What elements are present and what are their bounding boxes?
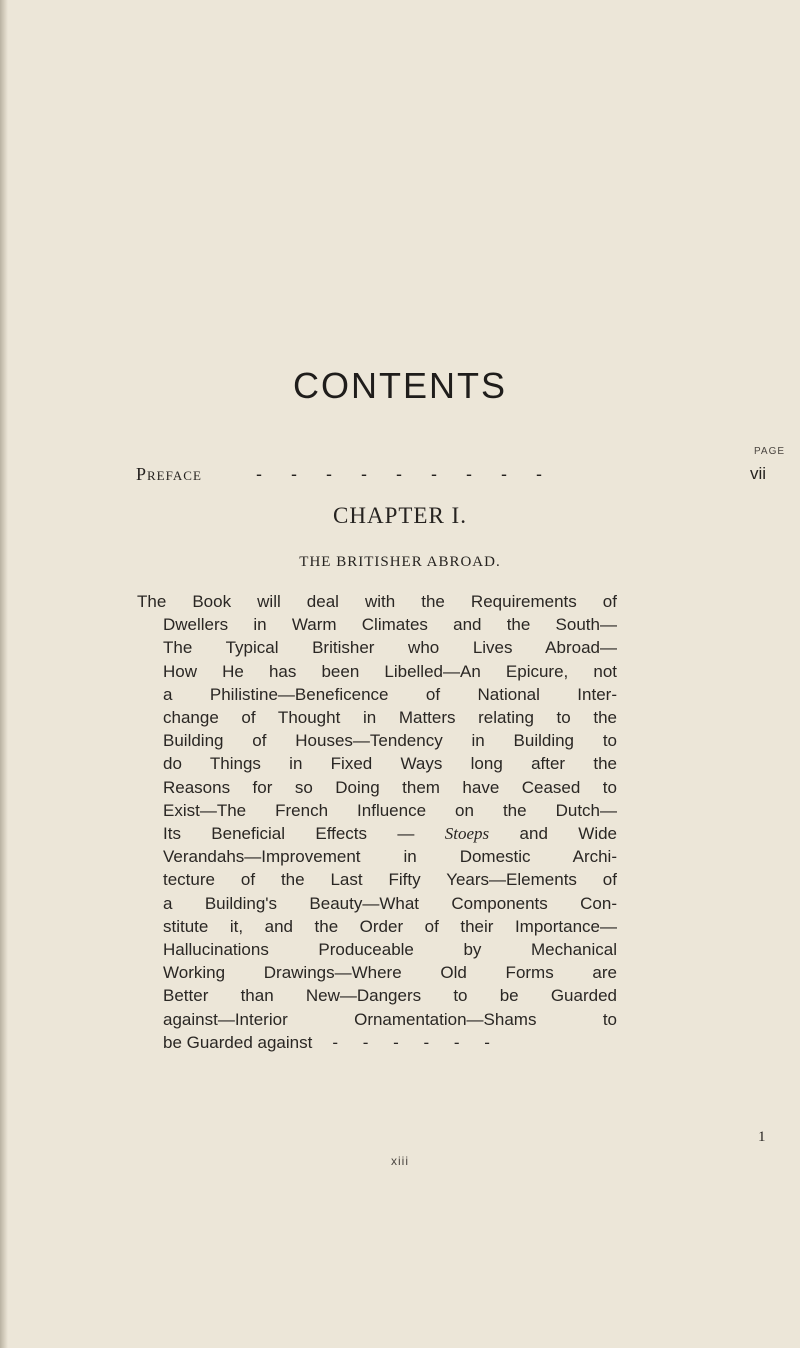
folio-number: xiii [391,1154,409,1168]
synopsis-line: Hallucinations Produceable by Mechanical [163,940,617,960]
synopsis-line: Dwellers in Warm Climates and the South— [163,615,617,635]
synopsis-line-with-italic [137,822,617,845]
page-column-label: PAGE [754,446,786,457]
synopsis-line: Building of Houses—Tendency in Building to [163,731,617,751]
page-title: CONTENTS [293,365,507,406]
synopsis-line: against—Interior Ornamentation—Shams to [163,1009,617,1029]
chapter-page-number: 1 [758,1129,766,1145]
chapter-subtitle: THE BRITISHER ABROAD. [299,554,501,570]
chapter-synopsis [137,590,617,1054]
synopsis-line: The Typical Britisher who Lives Abroad— [163,638,617,658]
synopsis-line: Verandahs—Improvement in Domestic Archi- [163,847,617,867]
synopsis-line: How He has been Libelled—An Epicure, not [163,661,617,681]
dot-leaders: - - - - - - - - - [256,464,554,484]
synopsis-line: change of Thought in Matters relating to the [163,708,617,728]
synopsis-line: Reasons for so Doing them have Ceased to [163,777,617,797]
chapter-title: CHAPTER I. [333,503,467,528]
synopsis-line: a Building's Beauty—What Components Con- [163,893,617,913]
synopsis-segment: and Wide [519,824,618,844]
synopsis-last-line [137,1031,617,1054]
preface-page-number: vii [749,464,766,483]
synopsis-line: stitute it, and the Order of their Importance— [163,916,617,936]
preface-title: Preface [136,464,202,484]
italic-term-stoeps: Stoeps [444,824,490,844]
synopsis-segment: be Guarded against [163,1032,313,1052]
synopsis-line: tecture of the Last Fifty Years—Elements of [163,870,617,890]
synopsis-line: do Things in Fixed Ways long after the [163,754,617,774]
synopsis-line: a Philistine—Beneficence of National Inter- [163,684,617,704]
synopsis-line: Exist—The French Influence on the Dutch— [163,800,617,820]
page-edge [0,0,8,1348]
synopsis-segment: Its Beneficial Effects — [163,824,415,844]
toc-entry-preface[interactable] [136,464,766,488]
synopsis-line: The Book will deal with the Requirements of [137,592,617,611]
dot-leaders: - - - - - - [332,1032,500,1052]
synopsis-line: Better than New—Dangers to be Guarded [163,986,617,1006]
synopsis-line: Working Drawings—Where Old Forms are [163,963,617,983]
